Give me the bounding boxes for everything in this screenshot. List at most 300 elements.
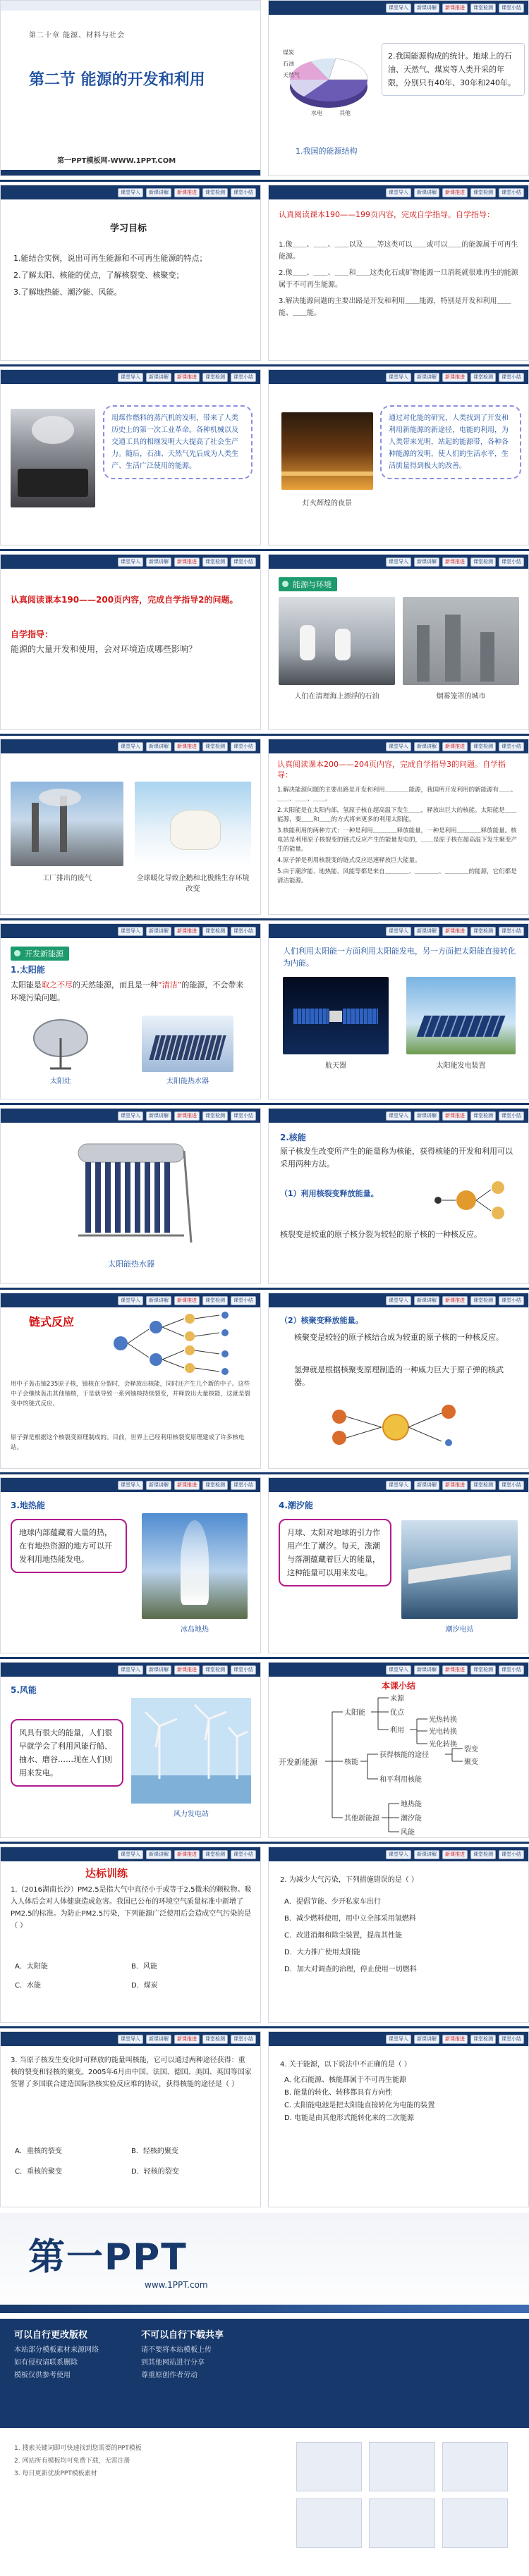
pie-label: 煤炭 [283, 49, 294, 56]
nav-button[interactable]: 课堂检测 [202, 1665, 228, 1675]
row-divider [0, 180, 529, 182]
nav-button[interactable]: 课堂检测 [202, 1481, 228, 1490]
nav-button[interactable]: 课堂检测 [470, 927, 496, 936]
chain-reaction-diagram [107, 1312, 255, 1375]
exercise4-options [284, 2074, 517, 2125]
map-node: 裂变 [464, 1746, 478, 1754]
pie-label: 石油 [283, 61, 294, 67]
nav-button[interactable]: 新课推进 [442, 1665, 468, 1675]
nav-button[interactable]: 新课推进 [174, 1481, 200, 1490]
building-silhouette [480, 632, 494, 682]
nav-button[interactable]: 课堂小结 [231, 742, 256, 751]
fusion-diagram [318, 1399, 480, 1455]
smoke-plume [39, 789, 81, 806]
nav-button[interactable]: 新课讲解 [414, 1665, 439, 1675]
option-d[interactable]: D. 电能是由其他形式能转化来的二次能源 [284, 2114, 415, 2122]
guide-line: 2.太阳能是在太阳内部，氢原子核在超高温下发生＿＿，释放出巨大的核能。太阳能是＿＿能源，要＿＿和＿＿的方式将来更多的利用太阳能。 [277, 807, 517, 823]
slide-toolbar [269, 370, 528, 384]
oil-cleanup-image [279, 597, 395, 685]
notice-right-title: 不可以自行下载共享 [141, 2330, 224, 2341]
nav-button[interactable]: 新课推进 [442, 188, 468, 197]
steam-engine-box: 用煤作燃料的蒸汽机的发明，带来了人类历史上的第一次工业革命。各种机械以及交通工具的相继发明大大提高了社会生产力。随后，石油、天然气先后成为人类生产、生活广泛使用的能源。 [103, 405, 253, 479]
night-caption: 灯火辉煌的夜景 [303, 500, 352, 507]
wind-caption: 风力发电站 [174, 1811, 209, 1818]
solar-tubes [149, 1035, 226, 1060]
slide-geothermal [0, 1477, 261, 1653]
nav-button[interactable]: 课堂检测 [202, 1296, 228, 1305]
nav-button[interactable]: 课堂导入 [118, 927, 143, 936]
slide-title [0, 0, 261, 176]
row-9 [0, 1477, 529, 1653]
geyser-image [142, 1513, 248, 1619]
option-d[interactable]: D．煤炭 [131, 1982, 158, 1990]
nuclear-heading: 2.核能 [280, 1133, 306, 1142]
nav-button[interactable]: 课堂检测 [470, 742, 496, 751]
nav-button[interactable]: 课堂小结 [231, 1111, 256, 1121]
nav-button[interactable]: 课堂小结 [499, 1665, 524, 1675]
nav-button[interactable]: 课堂检测 [470, 1296, 496, 1305]
slide-exercise-3 [0, 2031, 261, 2207]
thumbnail[interactable] [442, 2498, 508, 2548]
option-a[interactable]: A．提倡节能、少开私家车出行 [284, 1898, 381, 1906]
option-b[interactable]: B. 能量的转化、转移都具有方向性 [284, 2089, 393, 2097]
footer-notice-area [0, 2319, 529, 2428]
factory-caption: 工厂排出的废气 [42, 875, 92, 882]
nav-button[interactable]: 新课讲解 [146, 2035, 171, 2044]
tidal-station-image [401, 1520, 518, 1619]
fusion-desc: 核聚变是较轻的原子核结合成为较重的原子核的一种核反应。 [294, 1333, 504, 1342]
nav-button[interactable]: 课堂导入 [118, 557, 143, 567]
fusion-heading: （2）核聚变释放能量。 [280, 1316, 363, 1325]
summary-title: 本课小结 [382, 1681, 416, 1691]
nav-button[interactable]: 新课推进 [442, 1481, 468, 1490]
nav-button[interactable]: 新课讲解 [414, 1481, 439, 1490]
nav-button[interactable]: 新课推进 [174, 2035, 200, 2044]
electricity-box: 通过对化能的研究，人类找到了开发和利用新能源的新途径，电能的利用，为人类带来光明，站起的能源带，各种各种能源的发明，使人们的生活水平，生活质量得到极大的改善。 [380, 405, 521, 479]
nav-button[interactable]: 课堂小结 [231, 1665, 256, 1675]
nav-button[interactable]: 课堂小结 [499, 188, 524, 197]
fission-diagram [424, 1179, 516, 1221]
tidal-heading: 4.潮汐能 [279, 1500, 313, 1510]
smog-city-image [403, 597, 519, 685]
nav-button[interactable]: 新课讲解 [146, 1850, 171, 1859]
nav-button[interactable]: 新课推进 [174, 1850, 200, 1859]
nav-button[interactable]: 课堂小结 [499, 742, 524, 751]
footer-info-area [0, 2428, 529, 2576]
slide-toolbar [1, 1478, 260, 1492]
exercise-title: 达标训练 [85, 1867, 128, 1880]
chain-heading: 链式反应 [29, 1315, 75, 1329]
nav-button[interactable]: 课堂小结 [231, 188, 256, 197]
solar-highlight: “清洁” [158, 980, 182, 990]
nav-button[interactable]: 新课讲解 [146, 188, 171, 197]
chain-desc-2: 原子弹是根据这个核裂变原理制成的。目前，世界上已经利用核裂变原理建成了许多核电站。 [11, 1434, 245, 1451]
nav-button[interactable]: 课堂检测 [202, 1850, 228, 1859]
nav-button[interactable]: 课堂导入 [118, 373, 143, 382]
footer-accent-line [0, 2305, 529, 2313]
nav-button[interactable]: 新课推进 [174, 742, 200, 751]
nav-button[interactable]: 课堂小结 [231, 373, 256, 382]
nav-button[interactable]: 课堂导入 [118, 1296, 143, 1305]
exercise-options [15, 1960, 248, 1990]
steam-locomotive-image [11, 409, 95, 507]
nav-button[interactable]: 课堂检测 [202, 1111, 228, 1121]
slide-environment [268, 554, 529, 730]
nav-button[interactable]: 课堂检测 [470, 1665, 496, 1675]
nav-button[interactable]: 课堂小结 [499, 1296, 524, 1305]
nav-button[interactable]: 课堂小结 [231, 1481, 256, 1490]
info-line: 2. 网站所有模板均可免费下载，无需注册 [14, 2458, 130, 2465]
nav-button[interactable]: 课堂导入 [118, 1111, 143, 1121]
row-3 [0, 369, 529, 546]
slide-toolbar [1, 924, 260, 938]
chapter-label: 第二十章 能源、材料与社会 [29, 32, 126, 39]
power-plant-caption: 太阳能发电装置 [436, 1062, 486, 1070]
solar-desc [11, 979, 250, 1004]
nav-button[interactable]: 课堂检测 [470, 1481, 496, 1490]
thumbnail[interactable] [369, 2442, 434, 2491]
row-1 [0, 0, 529, 176]
nav-button[interactable]: 新课讲解 [146, 1111, 171, 1121]
option-b[interactable]: B．轻核的聚变 [131, 2147, 178, 2155]
info-line: 3. 每日更新优质PPT模板素材 [14, 2470, 97, 2477]
slide-exercise-2 [268, 1847, 529, 2023]
solar-cooker-image [29, 1016, 92, 1072]
row-divider [0, 734, 529, 736]
water-heater-image [64, 1137, 198, 1250]
nav-button[interactable]: 新课推进 [442, 2035, 468, 2044]
nav-button[interactable]: 课堂导入 [386, 1665, 411, 1675]
steam-cloud [32, 416, 74, 444]
option-d[interactable]: D．大力推广使用太阳能 [284, 1949, 360, 1956]
nav-button[interactable]: 课堂导入 [118, 2035, 143, 2044]
nav-button[interactable]: 新课推进 [174, 188, 200, 197]
slide-toolbar [1, 739, 260, 753]
guide-line: 4.原子弹是利用核裂变的链式反应迅速释放巨大能量。 [277, 857, 421, 864]
nav-button[interactable]: 新课讲解 [414, 742, 439, 751]
option-a[interactable]: A．太阳能 [15, 1963, 48, 1971]
nav-button[interactable]: 课堂导入 [386, 1850, 411, 1859]
nav-button[interactable]: 课堂检测 [202, 557, 228, 567]
map-node: 来源 [390, 1695, 404, 1703]
nav-button[interactable]: 新课讲解 [146, 1481, 171, 1490]
nav-button[interactable]: 新课讲解 [414, 1296, 439, 1305]
map-node: 获得核能的途径 [379, 1751, 429, 1759]
thumbnail[interactable] [296, 2498, 362, 2548]
pie-slice-other [329, 58, 367, 80]
solar-cooker-caption: 太阳灶 [50, 1078, 71, 1085]
nav-button[interactable]: 新课讲解 [146, 557, 171, 567]
nav-button[interactable]: 新课推进 [174, 1111, 200, 1121]
nav-button[interactable]: 课堂小结 [499, 557, 524, 567]
nav-button[interactable]: 课堂检测 [470, 557, 496, 567]
fission-heading: （1）利用核裂变释放能量。 [280, 1189, 379, 1198]
exercise-question: 1.（2016湖南长沙）PM2.5是指大气中直径小于或等于2.5微米的颗粒物。吸入人体后会对人体健康造成危害。我国已公布的环境空气质量标准中新增了PM2.5的标准。为防止PM2.5污染，下列能源广泛使用后会造成空气污染的是（ ） [11, 1886, 252, 1930]
nav-button[interactable]: 新课推进 [442, 927, 468, 936]
slide-toolbar [269, 1109, 528, 1123]
oil-caption: 人们在清理海上漂浮的石油 [294, 693, 379, 701]
option-a[interactable]: A．重核的裂变 [15, 2147, 62, 2155]
row-divider [0, 1103, 529, 1105]
footer-url[interactable]: www.1PPT.com [145, 2280, 208, 2290]
nav-button[interactable]: 课堂小结 [231, 2035, 256, 2044]
map-node: 太阳能 [344, 1709, 365, 1717]
objectives-list [13, 252, 246, 299]
slide-toolbar [1, 1847, 260, 1861]
map-node: 地热能 [401, 1801, 422, 1808]
map-node: 其他新能源 [344, 1815, 379, 1823]
thumbnail[interactable] [442, 2442, 508, 2491]
info-line: 1. 搜索关键词即可快速找到您需要的PPT模板 [14, 2445, 142, 2452]
notice-right-lines [141, 2344, 353, 2382]
building-silhouette [445, 615, 461, 682]
map-node: 光热转换 [429, 1716, 457, 1724]
nav-button[interactable]: 课堂检测 [470, 373, 496, 382]
nav-button[interactable]: 课堂导入 [118, 1665, 143, 1675]
nav-button[interactable]: 课堂导入 [118, 188, 143, 197]
option-c[interactable]: C．改进消烟和除尘装置，提高其性能 [284, 1932, 402, 1940]
title-bottom-strip [1, 170, 260, 175]
map-root: 开发新能源 [279, 1758, 317, 1767]
energy-caption: 1.我国的能源结构 [296, 147, 358, 156]
slide-toolbar [1, 1663, 260, 1677]
fission-desc: 核裂变是较重的原子核分裂为较轻的原子核的一种核反应。 [280, 1230, 482, 1239]
nav-button[interactable]: 新课讲解 [414, 557, 439, 567]
slide-toolbar [269, 924, 528, 938]
row-11 [0, 1847, 529, 2023]
nav-button[interactable]: 新课讲解 [414, 373, 439, 382]
nav-button[interactable]: 课堂小结 [499, 1850, 524, 1859]
nav-button[interactable]: 新课推进 [174, 1665, 200, 1675]
nav-button[interactable]: 课堂小结 [499, 4, 524, 13]
notice-line: 尊重原创作者劳动 [141, 2372, 197, 2379]
map-node: 和平利用核能 [379, 1776, 422, 1784]
row-divider [0, 549, 529, 551]
solar-text: 太阳能是 [11, 980, 42, 990]
nav-button[interactable]: 课堂小结 [231, 1850, 256, 1859]
wind-heading: 5.风能 [11, 1685, 37, 1695]
option-a[interactable]: A. 化石能源、核能都属于不可再生能源 [284, 2076, 407, 2084]
nav-button[interactable]: 课堂小结 [499, 373, 524, 382]
notice-line: 请不要将本站模板上传 [141, 2346, 212, 2354]
slide-toolbar [1, 2032, 260, 2046]
slide-toolbar [269, 2032, 528, 2046]
option-e[interactable]: D．加大对调查的治理，停止使用一切燃料 [284, 1966, 417, 1973]
slide-summary [268, 1662, 529, 1838]
row-divider [0, 2026, 529, 2028]
nav-button[interactable]: 新课讲解 [146, 1665, 171, 1675]
slide-exercise-1 [0, 1847, 261, 2023]
nav-button[interactable]: 课堂小结 [231, 1296, 256, 1305]
slide-pollution [0, 739, 261, 915]
slide-toolbar [269, 1, 528, 15]
nav-button[interactable]: 课堂检测 [202, 927, 228, 936]
slide-toolbar [1, 370, 260, 384]
guide-line: 2.像＿＿、＿＿、＿＿和＿＿这类化石或矿物能源一旦消耗就很难再生的能源属于不可再生能源。 [279, 269, 518, 289]
slide-toolbar [1, 1109, 260, 1123]
nav-button[interactable]: 新课讲解 [146, 742, 171, 751]
nav-button[interactable]: 课堂小结 [499, 1481, 524, 1490]
nav-button[interactable]: 课堂导入 [386, 1481, 411, 1490]
footer-banner [0, 2213, 529, 2576]
nav-button[interactable]: 课堂导入 [386, 557, 411, 567]
nav-button[interactable]: 课堂检测 [470, 188, 496, 197]
energy-text-box: 2.我国能源构成的统计。地球上的石油、天然气、煤炭等人类开采的年限，分别只有40年、30年和240年。 [382, 43, 525, 96]
exercise3-question: 3. 当原子核发生变化时可释放的能量叫核能，它可以通过两种途径获得：重核的裂变和轻核的聚变。2005年6月由中国、法国、德国、美国、英国等国家签署了多国联合建造国际热核实验反应堆的协议，获得核能的途径是（ ） [11, 2057, 252, 2088]
slide-guide-2 [0, 554, 261, 730]
row-8 [0, 1293, 529, 1469]
nav-button[interactable]: 新课推进 [442, 742, 468, 751]
slide-toolbar [269, 555, 528, 569]
option-d[interactable]: D．轻核的裂变 [131, 2168, 179, 2176]
guide-line: 1.像＿＿、＿＿、＿＿以及＿＿等这类可以＿＿或可以＿＿的能源属于可再生能源。 [279, 241, 518, 261]
footer-logo-area [0, 2213, 529, 2319]
slide-toolbar [269, 185, 528, 199]
option-c[interactable]: C．重核的聚变 [15, 2168, 62, 2176]
thumbnail[interactable] [296, 2442, 362, 2491]
option-c[interactable]: C. 太阳能电池是把太阳能直接转化为电能的装置 [284, 2102, 435, 2109]
nav-button[interactable]: 新课讲解 [414, 188, 439, 197]
nav-button[interactable]: 课堂小结 [231, 557, 256, 567]
nav-button[interactable]: 新课推进 [442, 1111, 468, 1121]
map-node: 风能 [401, 1829, 415, 1835]
nav-button[interactable]: 课堂导入 [386, 1296, 411, 1305]
map-node: 光电转换 [429, 1728, 457, 1736]
nav-button[interactable]: 新课推进 [442, 373, 468, 382]
summary-mindmap [276, 1691, 523, 1835]
energy-pie-chart [283, 36, 375, 128]
nav-button[interactable]: 课堂检测 [202, 188, 228, 197]
thumbnail[interactable] [369, 2498, 434, 2548]
guide-line: 5.由于潮汐能、地热能、风能等都是来自＿＿＿＿、＿＿＿＿、＿＿＿＿的能源，它们都是清洁能源。 [277, 868, 517, 885]
pie-label: 水电 [311, 110, 322, 116]
wind-box: 风具有很大的能量，人们很早就学会了利用风能行船、抽水、磨谷……现在人们则用来发电。 [11, 1719, 123, 1787]
nav-button[interactable]: 新课讲解 [146, 1296, 171, 1305]
nav-button[interactable]: 课堂导入 [386, 1111, 411, 1121]
nav-button[interactable]: 新课讲解 [414, 1111, 439, 1121]
nav-button[interactable]: 课堂检测 [470, 4, 496, 13]
nuclear-desc: 原子核发生改变所产生的能量称为核能，获得核能的开发和利用可以采用两种方法。 [280, 1147, 513, 1169]
row-7 [0, 1108, 529, 1284]
slide-objectives [0, 185, 261, 361]
map-node: 潮汐能 [401, 1815, 422, 1823]
panel-array [417, 1016, 506, 1037]
nav-button[interactable]: 课堂导入 [118, 1481, 143, 1490]
slide-tidal [268, 1477, 529, 1653]
nav-button[interactable]: 新课讲解 [146, 373, 171, 382]
pie-label: 天然气 [283, 72, 300, 78]
nav-button[interactable]: 新课推进 [174, 557, 200, 567]
nav-button[interactable]: 新课推进 [442, 4, 468, 13]
row-2 [0, 185, 529, 361]
nav-button[interactable]: 课堂检测 [202, 373, 228, 382]
slide-toolbar [269, 1293, 528, 1307]
row-divider [0, 1657, 529, 1659]
nav-button[interactable]: 课堂小结 [499, 927, 524, 936]
footer-thumbnails [296, 2442, 508, 2548]
slide-toolbar [1, 1293, 260, 1307]
solar-panel-left [293, 1009, 329, 1024]
title-top-strip [1, 1, 260, 11]
nav-button[interactable]: 课堂检测 [470, 1111, 496, 1121]
notice-line: 如有侵权请联系删除 [14, 2359, 78, 2367]
solar-use-intro: 人们利用太阳能一方面利用太阳能发电，另一方面把太阳能直接转化为内能。 [283, 947, 516, 968]
nav-button[interactable]: 课堂小结 [499, 1111, 524, 1121]
slide-steam-engine [0, 369, 261, 546]
nav-button[interactable]: 课堂导入 [386, 927, 411, 936]
nav-button[interactable]: 课堂小结 [231, 927, 256, 936]
nav-button[interactable]: 课堂检测 [202, 742, 228, 751]
nav-button[interactable]: 新课推进 [174, 1296, 200, 1305]
satellite-body [329, 1011, 342, 1022]
objective-item: 3.了解地热能、潮汐能、风能。 [13, 288, 122, 297]
geothermal-box: 地球内部蕴藏着大量的热，在有地热资源的地方可以开发利用地热能发电。 [11, 1519, 127, 1573]
nav-button[interactable]: 课堂导入 [118, 742, 143, 751]
lesson-title: 第二节 能源的开发和利用 [29, 71, 205, 89]
nav-button[interactable]: 课堂导入 [386, 4, 411, 13]
nav-button[interactable]: 新课推进 [442, 1296, 468, 1305]
slide-nuclear [268, 1108, 529, 1284]
water-heater-caption: 太阳能热水器 [108, 1259, 154, 1269]
nav-button[interactable]: 课堂检测 [470, 2035, 496, 2044]
nav-button[interactable]: 课堂导入 [118, 1850, 143, 1859]
chain-desc: 用中子轰击铀235原子核，铀核在分裂时，会释放出核能，同时还产生几个新的中子。这些中子会继续轰击其他铀核，于是就导致一系列铀核持续裂变，并释放出大量核能，这就是裂变中的链式反应。 [11, 1381, 251, 1407]
notice-line: 本站部分模板素材来源网络 [14, 2346, 99, 2354]
exercise2-options [284, 1894, 517, 1978]
option-b[interactable]: B．风能 [131, 1963, 157, 1971]
option-c[interactable]: C．水能 [15, 1982, 41, 1990]
slide-night-view [268, 369, 529, 546]
option-b[interactable]: B．减少燃料使用，用中立全部采用氢燃料 [284, 1915, 416, 1923]
slide-guide-3 [268, 739, 529, 915]
notice-left-title: 可以自行更改版权 [14, 2330, 88, 2341]
slide-toolbar [269, 1847, 528, 1861]
nav-button[interactable]: 新课推进 [442, 1850, 468, 1859]
nav-button[interactable]: 新课讲解 [414, 4, 439, 13]
nav-button[interactable]: 课堂导入 [386, 2035, 411, 2044]
exercise2-question: 2. 为减少大气污染，下列措施错误的是（ ） [280, 1876, 418, 1884]
nav-button[interactable]: 新课讲解 [146, 927, 171, 936]
map-node: 利用 [390, 1727, 404, 1734]
row-5 [0, 739, 529, 915]
row-12 [0, 2031, 529, 2207]
geothermal-heading: 3.地热能 [11, 1500, 45, 1510]
spacecraft-image [283, 977, 389, 1054]
nav-button[interactable]: 课堂小结 [499, 2035, 524, 2044]
notice-line: 模板仅供参考使用 [14, 2372, 71, 2379]
nav-button[interactable]: 课堂检测 [202, 2035, 228, 2044]
nav-button[interactable]: 课堂检测 [470, 1850, 496, 1859]
nav-button[interactable]: 新课讲解 [414, 1850, 439, 1859]
nav-button[interactable]: 课堂导入 [386, 742, 411, 751]
notice-line: 到其他网站进行分享 [141, 2359, 205, 2367]
solar-highlight: 取之不尽 [42, 980, 73, 990]
solar-heading: 1.太阳能 [11, 965, 45, 975]
nav-button[interactable]: 新课推进 [174, 373, 200, 382]
nav-button[interactable]: 新课讲解 [414, 2035, 439, 2044]
smog-caption: 烟雾笼罩的城市 [436, 693, 486, 701]
guide-line: 1.解决能源问题的主要出路是开发和利用＿＿＿＿能源，我国所开发利用的新能源有＿＿、＿＿、＿＿、＿＿。 [277, 787, 517, 803]
nav-button[interactable]: 新课讲解 [414, 927, 439, 936]
guide2-question: 能源的大量开发和使用，会对环境造成哪些影响？ [11, 644, 197, 654]
nav-button[interactable]: 课堂导入 [386, 373, 411, 382]
section-tag: 能源与环境 [279, 577, 337, 591]
nav-button[interactable]: 新课推进 [442, 557, 468, 567]
nav-button[interactable]: 课堂导入 [386, 188, 411, 197]
slide-solar-use [268, 923, 529, 1099]
solar-panel-right [343, 1009, 378, 1024]
nav-button[interactable]: 新课推进 [174, 927, 200, 936]
